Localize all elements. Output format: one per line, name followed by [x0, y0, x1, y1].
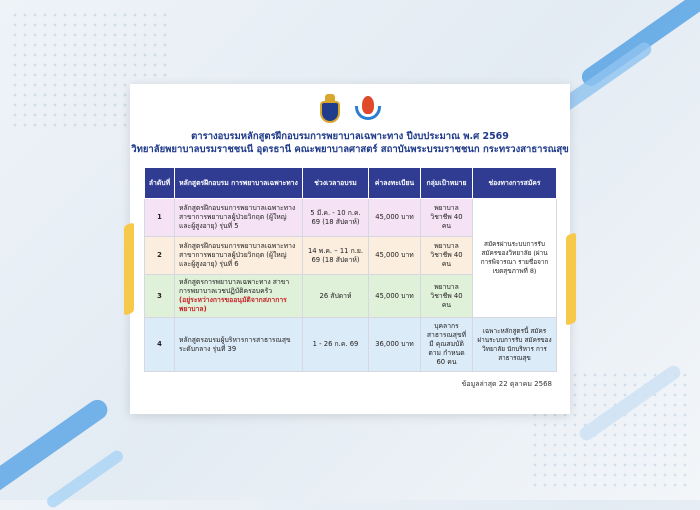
card-decoration: [566, 232, 576, 326]
title-line-1: ตารางอบรมหลักสูตรฝึกอบรมการพยาบาลเฉพาะทาง ปีงบประมาณ พ.ศ 2569: [191, 131, 509, 142]
course-name: หลักสูตรฝึกอบรมการพยาบาลเฉพาะทาง สาขาการพยาบาลผู้ป่วยวิกฤต (ผู้ใหญ่และผู้สูงอายุ) รุ่นที่ 5: [175, 199, 303, 237]
registration-fee: 45,000 บาท: [369, 275, 421, 318]
logo-group: [130, 94, 570, 124]
header-period: ช่วงเวลาอบรม: [303, 168, 369, 199]
target-group: พยาบาลวิชาชีพ 40 คน: [421, 237, 473, 275]
training-period: 1 - 26 ก.ค. 69: [303, 318, 369, 372]
schedule-table: [144, 167, 557, 372]
training-period: 5 มี.ค. - 10 ก.ค. 69 (18 สัปดาห์): [303, 199, 369, 237]
course-name: หลักสูตรอบรมผู้บริหารการสาธารณสุข ระดับกลาง รุ่นที่ 39: [175, 318, 303, 372]
target-group: บุคลากร สาธารณสุขที่มี คุณสมบัติตาม กำหนด 60 คน: [421, 318, 473, 372]
card-decoration: [124, 222, 134, 316]
training-period: 26 สัปดาห์: [303, 275, 369, 318]
title-line-2: วิทยาลัยพยาบาลบรมราชชนนี อุดรธานี คณะพยาบาลศาสตร์ สถาบันพระบรมราชชนก กระทรวงสาธารณสุข: [131, 144, 569, 155]
background-stripe: [556, 40, 654, 115]
header-channel: ช่องทางการสมัคร: [473, 168, 557, 199]
table-row: [145, 318, 557, 372]
table-header-row: [145, 168, 557, 199]
document-title: [130, 130, 570, 156]
target-group: พยาบาลวิชาชีพ 40 คน: [421, 275, 473, 318]
row-number: 1: [145, 199, 175, 237]
table-row: [145, 199, 557, 237]
training-period: 14 พ.ค. – 11 ก.ย. 69 (18 สัปดาห์): [303, 237, 369, 275]
application-channel: เฉพาะหลักสูตรนี้ สมัครผ่านระบบการรับ สมัครของวิทยาลัย นักบริหาร การสาธารณสุข: [473, 318, 557, 372]
last-updated: ข้อมูลล่าสุด 22 ตุลาคม 2568: [461, 380, 552, 388]
target-group: พยาบาลวิชาชีพ 40 คน: [421, 199, 473, 237]
row-number: 2: [145, 237, 175, 275]
registration-fee: 45,000 บาท: [369, 237, 421, 275]
header-target: กลุ่มเป้าหมาย: [421, 168, 473, 199]
course-name: หลักสูตรการพยาบาลเฉพาะทาง สาขาการพยาบาลเวชปฏิบัติครอบครัว: [179, 278, 290, 295]
header-fee: ค่าลงทะเบียน: [369, 168, 421, 199]
schedule-card: [130, 84, 570, 414]
approval-note: (อยู่ระหว่างการขออนุมัติจากสภาการพยาบาล): [179, 296, 287, 313]
application-channel: สมัครผ่านระบบการรับ สมัครของวิทยาลัย (ผ่านการพิจารณา รายชื่อจากเขตสุขภาพที่ 8): [473, 199, 557, 318]
registration-fee: 36,000 บาท: [369, 318, 421, 372]
row-number: 4: [145, 318, 175, 372]
header-course: หลักสูตรฝึกอบรม การพยาบาลเฉพาะทาง: [175, 168, 303, 199]
college-logo-icon: [353, 94, 383, 124]
background-stripe: [0, 396, 111, 504]
institute-emblem-icon: [317, 94, 343, 124]
registration-fee: 45,000 บาท: [369, 199, 421, 237]
row-number: 3: [145, 275, 175, 318]
course-name-cell: [175, 275, 303, 318]
background-stripe: [45, 448, 126, 509]
course-name: หลักสูตรฝึกอบรมการพยาบาลเฉพาะทาง สาขาการพยาบาลผู้ป่วยวิกฤต (ผู้ใหญ่และผู้สูงอายุ) รุ่นที่ 6: [175, 237, 303, 275]
header-no: ลำดับที่: [145, 168, 175, 199]
